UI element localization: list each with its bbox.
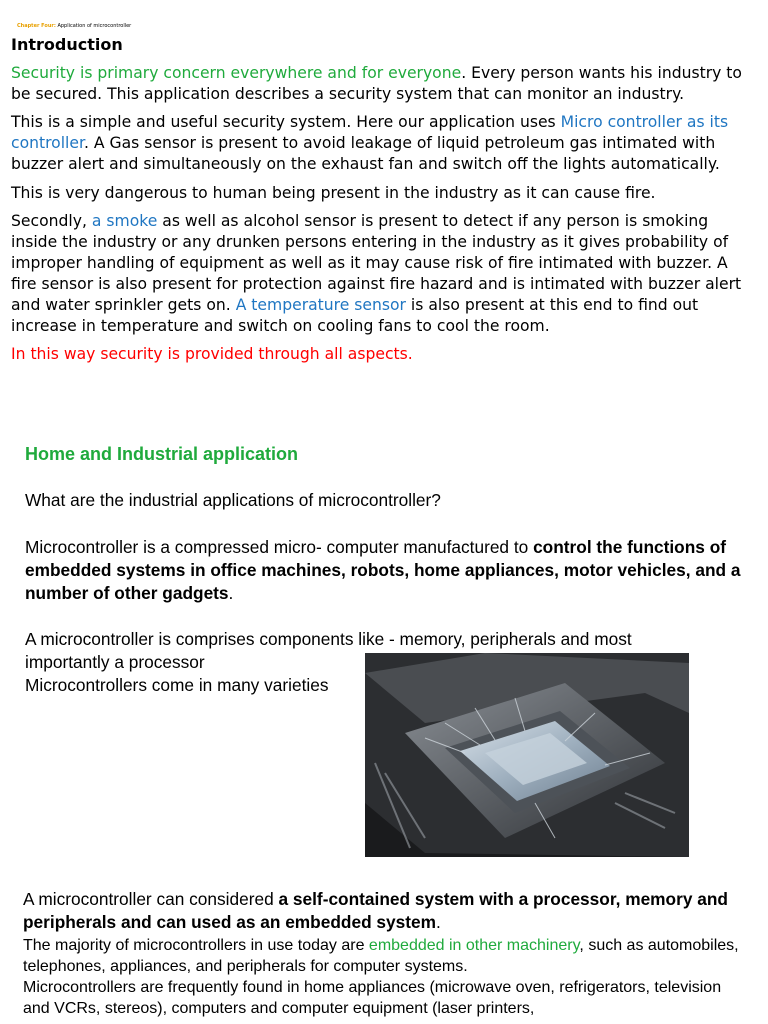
components-line-2: importantly a processor xyxy=(25,652,205,672)
question-text: What are the industrial applications of microcontroller? xyxy=(25,490,441,510)
definition-paragraph xyxy=(25,536,753,605)
page-header xyxy=(17,23,131,29)
microcontroller-chip-image xyxy=(365,653,689,857)
paragraph-text: . xyxy=(228,583,234,603)
frequently-paragraph: Microcontrollers are frequently found in home appliances (microwave oven, refrigerators, television and VCRs, stereos), computers and computer equipment (laser printers, xyxy=(23,979,722,1017)
intro-paragraph-3: This is very dangerous to human being present in the industry as it can cause fire. xyxy=(11,184,656,202)
highlight-blue: a smoke xyxy=(91,212,158,230)
bold-text: a self-contained system with a processor, memory and peripherals and can used as an embedded system xyxy=(23,889,728,932)
highlight-blue: A temperature sensor xyxy=(235,296,406,314)
paragraph-text: . Every person wants his industry to be secured. This application describes a security system that can monitor an industry. xyxy=(11,64,742,103)
paragraph-text: A microcontroller can considered xyxy=(23,889,279,909)
highlight-blue: Micro controller as its controller xyxy=(11,113,729,152)
chip-illustration xyxy=(365,653,689,857)
highlight-green: embedded in other machinery xyxy=(368,937,580,954)
paragraph-text: as well as alcohol sensor is present to detect if any person is smoking inside the industry or any drunken persons entering in the industry as it gives probability of improper handling of equipment as well as it may cause risk of fire intimated with buzzer. A fire sensor is also present for protection against fire hazard and is intimated with buzzer alert and water sprinkler gets on. xyxy=(11,212,742,314)
bold-text: control the functions of embedded systems in office machines, robots, home appliances, motor vehicles, and a number of other gadgets xyxy=(25,537,741,603)
highlight-green: Security is primary concern everywhere and for everyone xyxy=(11,64,462,82)
paragraph-text: Secondly, xyxy=(11,212,92,230)
intro-conclusion: In this way security is provided through all aspects. xyxy=(11,345,413,363)
paragraph-text: This is a simple and useful security system. Here our application uses xyxy=(11,113,561,131)
paragraph-text: , such as automobiles, telephones, appliances, and peripherals for computer systems. xyxy=(23,937,739,975)
paragraph-text: is also present at this end to find out increase in temperature and switch on cooling fans to cool the room. xyxy=(11,296,699,335)
paragraph-text: The majority of microcontrollers in use today are xyxy=(23,937,369,954)
self-contained-paragraph xyxy=(23,888,743,934)
majority-paragraph xyxy=(23,935,743,977)
chapter-title: Application of microcontroller xyxy=(57,23,132,29)
paragraph-text: . xyxy=(436,912,441,932)
intro-paragraph-4 xyxy=(11,211,756,337)
paragraph-text: Microcontroller is a compressed micro- computer manufactured to xyxy=(25,537,534,557)
components-line-1: A microcontroller is comprises components like - memory, peripherals and most xyxy=(25,629,632,649)
components-line-3: Microcontrollers come in many varieties xyxy=(25,675,329,695)
section-heading: Home and Industrial application xyxy=(25,444,299,464)
intro-paragraph-2 xyxy=(11,112,756,175)
intro-heading: Introduction xyxy=(11,35,123,54)
paragraph-text: . A Gas sensor is present to avoid leakage of liquid petroleum gas intimated with buzzer alert and simultaneously on the exhaust fan and switch off the lights automatically. xyxy=(11,134,720,173)
chapter-label: Chapter Four: xyxy=(17,23,56,29)
intro-paragraph-1 xyxy=(11,63,756,105)
